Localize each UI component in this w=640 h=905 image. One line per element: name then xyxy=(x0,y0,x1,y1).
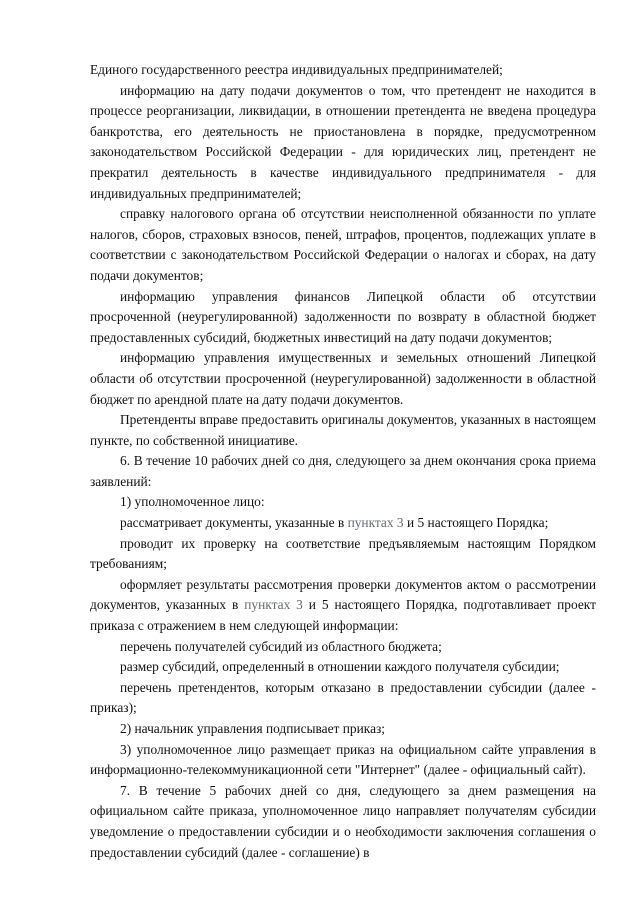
document-page xyxy=(90,60,596,863)
paragraph-text: рассматривает документы, указанные в xyxy=(120,515,348,531)
paragraph: информацию на дату подачи документов о том, что претендент не находится в процессе реорганизации, ликвидации, в отношении претендента не введена процедура банкротства, его деятельность не приостановлена в порядке, предусмотренном законодательством Российской Федерации - для юридических лиц, претендент не прекратил деятельность в качестве индивидуального предпринимателя - для индивидуальных предпринимателей; xyxy=(90,82,596,201)
paragraph: 6. В течение 10 рабочих дней со дня, следующего за днем окончания срока приема заявлений: xyxy=(90,453,596,489)
paragraph: размер субсидий, определенный в отношении каждого получателя субсидии; xyxy=(120,659,560,675)
paragraph: справку налогового органа об отсутствии неисполненной обязанности по уплате налогов, сборов, страховых взносов, пеней, штрафов, процентов, подлежащих уплате в соответствии с законодательством Российской Федерации о налогах и сборах, на дату подачи документов; xyxy=(90,206,596,283)
paragraph xyxy=(90,575,596,637)
paragraph: 1) уполномоченное лицо: xyxy=(120,494,265,510)
paragraph: Единого государственного реестра индивидуальных предпринимателей; xyxy=(90,62,503,77)
paragraph: перечень получателей субсидий из областного бюджета; xyxy=(120,638,442,654)
paragraph: 2) начальник управления подписывает приказ; xyxy=(120,721,386,736)
paragraph: перечень претендентов, которым отказано в предоставлении субсидии (далее - приказ); xyxy=(90,679,596,716)
paragraph xyxy=(90,513,596,534)
paragraph-text: и 5 настоящего Порядка; xyxy=(403,515,549,531)
paragraph: Претенденты вправе предоставить оригиналы документов, указанных в настоящем пункте, по собственной инициативе. xyxy=(90,412,596,448)
paragraph: проводит их проверку на соответствие предъявляемым настоящим Порядком требованиям; xyxy=(90,535,596,572)
paragraph: информацию управления финансов Липецкой области об отсутствии просроченной (неурегулированной) задолженности по возврату в областной бюджет предоставленных субсидий, бюджетных инвестиций на дату подачи документов; xyxy=(90,288,596,345)
paragraph: информацию управления имущественных и земельных отношений Липецкой области об отсутствии просроченной (неурегулированной) задолженности в областной бюджет по арендной плате на дату подачи документов. xyxy=(90,350,596,407)
paragraph: 7. В течение 5 рабочих дней со дня, следующего за днем размещения на официальном сайте приказа, уполномоченное лицо направляет получателям субсидии уведомление о предоставлении субсидии и о необходимости заключения соглашения о предоставлении субсидий (далее - соглашение) в xyxy=(90,782,596,860)
document-link[interactable]: пунктах 3 xyxy=(244,597,303,613)
paragraph-text: и 5 настоящего Порядка, подготавливает проект приказа с отражением в нем следующей информации: xyxy=(90,597,596,634)
document-link[interactable]: пунктах 3 xyxy=(347,515,404,531)
paragraph: 3) уполномоченное лицо размещает приказ на официальном сайте управления в информационно-телекоммуникационной сети "Интернет" (далее - официальный сайт). xyxy=(90,741,596,778)
paragraph-text: оформляет результаты рассмотрения проверки документов актом о рассмотрении документов, указанных в xyxy=(90,576,596,613)
